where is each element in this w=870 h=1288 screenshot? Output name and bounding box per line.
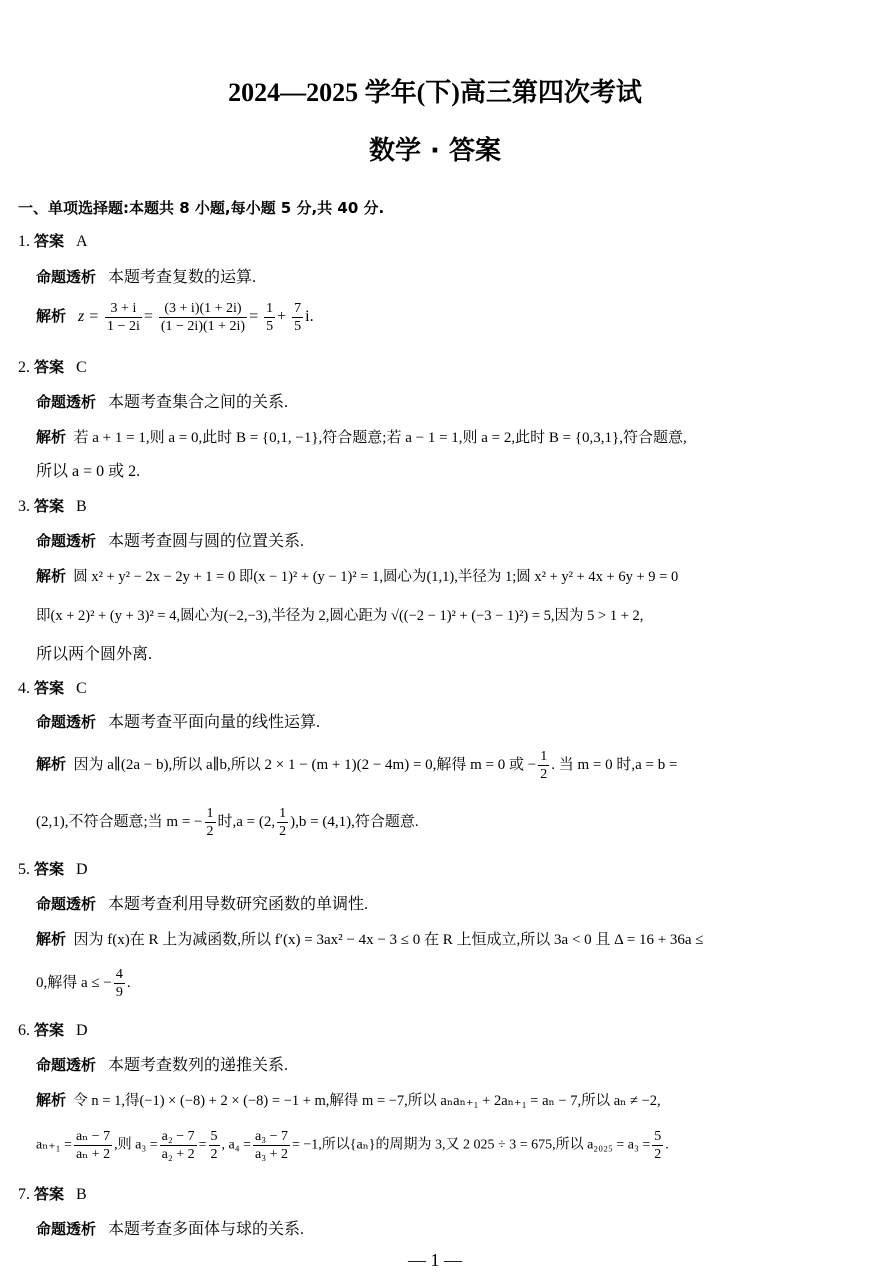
q4-solution-text-2b: 时,a = (2,: [217, 813, 276, 830]
q4-solution-line-2: [36, 805, 419, 840]
q5-analysis-line: [36, 895, 368, 914]
q6-text-c: =: [198, 1137, 207, 1153]
q6-fraction-5: $\frac{5}{2}$: [654, 1129, 662, 1162]
q1-answer-label: 答案: [34, 232, 65, 250]
q2-answer-label: 答案: [34, 358, 65, 376]
q2-analysis-text: 本题考查集合之间的关系.: [108, 394, 289, 411]
q2-answer-value: C: [76, 359, 87, 376]
q1-fraction-2: $\frac{(3 + i)(1 + 2i)}{(1 - 2i)(1 + 2i)}$: [160, 301, 246, 334]
q4-solution-text-2c: ),b = (4,1),符合题意.: [290, 813, 419, 830]
q5-analysis-text: 本题考查利用导数研究函数的单调性.: [108, 896, 369, 913]
q4-answer-line: [18, 679, 87, 698]
q7-analysis-text: 本题考查多面体与球的关系.: [108, 1221, 305, 1238]
q2-solution-label: 解析: [36, 428, 67, 446]
q6-answer-label: 答案: [34, 1021, 65, 1039]
q3-answer-line: [18, 497, 87, 516]
q4-solution-line-1: [36, 748, 677, 783]
q4-solution-text-1b: . 当 m = 0 时,a = b =: [551, 756, 678, 773]
q1-analysis-text: 本题考查复数的运算.: [108, 269, 257, 286]
q2-solution-line-1: [36, 428, 687, 447]
q4-analysis-line: [36, 713, 320, 732]
q7-analysis-line: [36, 1220, 304, 1239]
q3-solution-line-2: 即(x + 2)² + (y + 3)² = 4,圆心为(−2,−3),半径为 2,圆心距为 √((−2 − 1)² + (−3 − 1)²) = 5,因为 5 > 1 + 2,: [36, 608, 644, 624]
q1-analysis-label: 命题透析: [36, 268, 97, 286]
q1-z: z =: [78, 308, 100, 326]
q2-solution-text-1: 若 a + 1 = 1,则 a = 0,此时 B = {0,1, −1},符合题意;若 a − 1 = 1,则 a = 2,此时 B = {0,3,1},符合题意,: [73, 430, 687, 446]
q4-analysis-text: 本题考查平面向量的线性运算.: [108, 714, 321, 731]
q1-number: 1.: [18, 233, 30, 250]
q6-answer-value: D: [76, 1022, 88, 1039]
section-heading: 一、单项选择题:本题共 8 小题,每小题 5 分,共 40 分.: [18, 199, 385, 217]
q1-solution-line: 解析 z = $\frac{3 + i}{1 - 2i}$ = $\frac{(3 + i)(1 + 2i)}{(1 - 2i)(1 + 2i)}$ = $\frac{1}{5}$ + $\frac{7}{5}$ i.: [36, 301, 314, 334]
q3-solution-line-3: 所以两个圆外离.: [36, 646, 153, 663]
q7-answer-value: B: [76, 1186, 87, 1203]
q6-number: 6.: [18, 1022, 30, 1039]
q3-analysis-text: 本题考查圆与圆的位置关系.: [108, 533, 305, 550]
q1-fraction-1: $\frac{3 + i}{1 - 2i}$: [107, 301, 140, 334]
q4-answer-label: 答案: [34, 679, 65, 697]
q4-solution-label: 解析: [36, 754, 67, 773]
q6-answer-line: [18, 1021, 88, 1040]
q2-analysis-line: [36, 393, 288, 412]
q4-fraction-2: $\frac{1}{2}$: [206, 806, 214, 839]
q5-solution-text-2b: .: [126, 974, 131, 991]
q6-text-b: ,则 a₃ =: [114, 1137, 158, 1153]
q3-analysis-line: [36, 532, 304, 551]
q3-number: 3.: [18, 498, 30, 515]
q5-answer-line: [18, 860, 88, 879]
q6-text-f: .: [665, 1137, 669, 1153]
q1-answer-line: [18, 232, 88, 251]
q2-number: 2.: [18, 359, 30, 376]
q6-solution-text-1: 令 n = 1,得(−1) × (−8) + 2 × (−8) = −1 + m,解得 m = −7,所以 aₙaₙ₊₁ + 2aₙ₊₁ = aₙ − 7,所以 aₙ ≠ −2,: [73, 1093, 661, 1109]
q2-analysis-label: 命题透析: [36, 393, 97, 411]
q4-solution-text-1a: 因为 a∥(2a − b),所以 a∥b,所以 2 × 1 − (m + 1)(2 − 4m) = 0,解得 m = 0 或 −: [73, 756, 537, 773]
q6-solution-line-2: [36, 1128, 669, 1163]
q5-solution-line-2: [36, 966, 131, 1001]
q5-solution-line-1: [36, 930, 704, 949]
q5-answer-value: D: [76, 861, 88, 878]
q6-fraction-3: $\frac{5}{2}$: [210, 1129, 218, 1162]
q4-fraction-1: $\frac{1}{2}$: [540, 749, 548, 782]
q6-fraction-1: $\frac{\text{aₙ − 7}}{\text{aₙ + 2}}$: [75, 1129, 111, 1162]
q1-tail: i.: [305, 308, 314, 326]
q7-answer-label: 答案: [34, 1185, 65, 1203]
q6-analysis-line: [36, 1056, 288, 1075]
q1-answer-value: A: [76, 233, 88, 250]
q6-fraction-2: $\frac{\text{a₂ − 7}}{\text{a₂ + 2}}$: [161, 1129, 195, 1162]
q2-solution-line-2: 所以 a = 0 或 2.: [36, 463, 141, 480]
q6-solution-line-1: [36, 1091, 661, 1110]
q7-number: 7.: [18, 1186, 30, 1203]
q1-fraction-3: $\frac{1}{5}$: [266, 301, 274, 334]
q3-solution-label: 解析: [36, 567, 67, 585]
q5-analysis-label: 命题透析: [36, 895, 97, 913]
q6-text-a: aₙ₊₁ =: [36, 1137, 72, 1153]
q4-solution-text-2a: (2,1),不符合题意;当 m = −: [36, 813, 203, 830]
q5-solution-label: 解析: [36, 930, 67, 948]
q6-solution-label: 解析: [36, 1091, 67, 1109]
q1-analysis-line: [36, 268, 256, 287]
q4-answer-value: C: [76, 680, 87, 697]
q5-answer-label: 答案: [34, 860, 65, 878]
q3-solution-text-1: 圆 x² + y² − 2x − 2y + 1 = 0 即(x − 1)² + (y − 1)² = 1,圆心为(1,1),半径为 1;圆 x² + y² + 4x + 6y + 9 = 0: [73, 569, 679, 585]
q6-analysis-text: 本题考查数列的递推关系.: [108, 1057, 289, 1074]
q6-fraction-4: $\frac{\text{a₃ − 7}}{\text{a₃ + 2}}$: [255, 1129, 289, 1162]
q4-fraction-3: $\frac{1}{2}$: [279, 806, 287, 839]
q3-analysis-label: 命题透析: [36, 532, 97, 550]
q3-answer-label: 答案: [34, 497, 65, 515]
q1-fraction-4: $\frac{7}{5}$: [294, 301, 302, 334]
q6-text-e: = −1,所以{aₙ}的周期为 3,又 2 025 ÷ 3 = 675,所以 a₂₀₂₅ = a₃ =: [292, 1137, 651, 1153]
q3-answer-value: B: [76, 498, 87, 515]
q5-solution-text-2a: 0,解得 a ≤ −: [36, 974, 112, 991]
page-number: — 1 —: [408, 1250, 462, 1270]
q5-fraction: $\frac{4}{9}$: [115, 967, 123, 1000]
q7-answer-line: [18, 1185, 87, 1204]
q6-text-d: , a₄ =: [221, 1137, 252, 1153]
q1-solution-label: 解析: [36, 307, 67, 326]
q3-solution-line-1: [36, 567, 678, 586]
q5-number: 5.: [18, 861, 30, 878]
q6-analysis-label: 命题透析: [36, 1056, 97, 1074]
q2-answer-line: [18, 358, 87, 377]
exam-title: 2024—2025 学年(下)高三第四次考试: [228, 78, 642, 107]
q4-number: 4.: [18, 680, 30, 697]
q5-solution-text-1: 因为 f(x)在 R 上为减函数,所以 f′(x) = 3ax² − 4x − 3 ≤ 0 在 R 上恒成立,所以 3a < 0 且 Δ = 16 + 36a ≤: [73, 932, 704, 948]
answer-subtitle: 数学 · 答案: [369, 136, 501, 166]
q7-analysis-label: 命题透析: [36, 1220, 97, 1238]
q4-analysis-label: 命题透析: [36, 713, 97, 731]
